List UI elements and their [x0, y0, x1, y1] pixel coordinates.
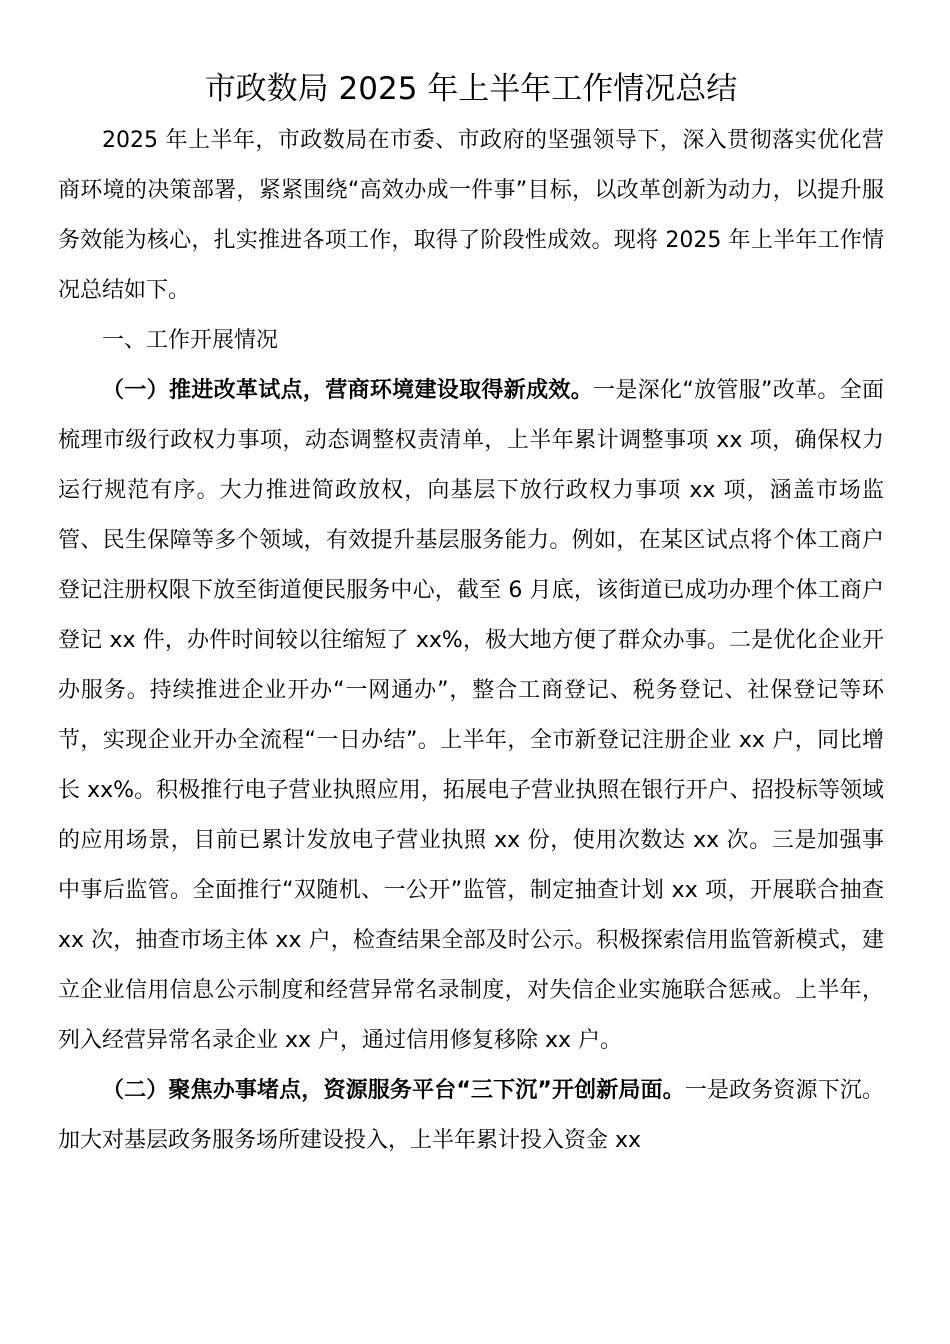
part1-body: 一是深化“放管服”改革。全面梳理市级行政权力事项，动态调整权责清单，上半年累计调整事项 xx 项，确保权力运行规范有序。大力推进简政放权，向基层下放行政权力事项 xx 项，涵盖市场监管、民生保障等多个领域，有效提升基层服务能力。例如，在某区试点将个体工商户登记注册权限下放至街道便民服务中心，截至 6 月底，该街道已成功办理个体工商户登记 xx 件，办件时间较以往缩短了 xx%，极大地方便了群众办事。二是优化企业开办服务。持续推进企业开办“一网通办”，整合工商登记、税务登记、社保登记等环节，实现企业开办全流程“一日办结”。上半年，全市新登记注册企业 xx 户，同比增长 xx%。积极推行电子营业执照应用，拓展电子营业执照在银行开户、招投标等领域的应用场景，目前已累计发放电子营业执照 xx 份，使用次数达 xx 次。三是加强事中事后监管。全面推行“双随机、一公开”监管，制定抽查计划 xx 项，开展联合抽查 xx 次，抽查市场主体 xx 户，检查结果全部及时公示。积极探索信用监管新模式，建立企业信用信息公示制度和经营异常名录制度，对失信企业实施联合惩戒。上半年，列入经营异常名录企业 xx 户，通过信用修复移除 xx 户。	[58, 378, 884, 1053]
part2-paragraph	[58, 1066, 884, 1166]
section-heading-1: 一、工作开展情况	[102, 328, 279, 353]
intro-paragraph: 2025 年上半年，市政数局在市委、市政府的坚强领导下，深入贯彻落实优化营商环境的决策部署，紧紧围绕“高效办成一件事”目标，以改革创新为动力，以提升服务效能为核心，扎实推进各项工作，取得了阶段性成效。现将 2025 年上半年工作情况总结如下。	[58, 128, 884, 303]
part2-body: 一是政务资源下沉。加大对基层政务服务场所建设投入，上半年累计投入资金 xx	[58, 1078, 884, 1153]
part1-heading: （一）推进改革试点，营商环境建设取得新成效。	[102, 378, 594, 403]
part2-heading: （二）聚焦办事堵点，资源服务平台“三下沉”开创新局面。	[102, 1078, 685, 1103]
part1-paragraph	[58, 366, 884, 1066]
document-title: 市政数局 2025 年上半年工作情况总结	[204, 71, 738, 107]
